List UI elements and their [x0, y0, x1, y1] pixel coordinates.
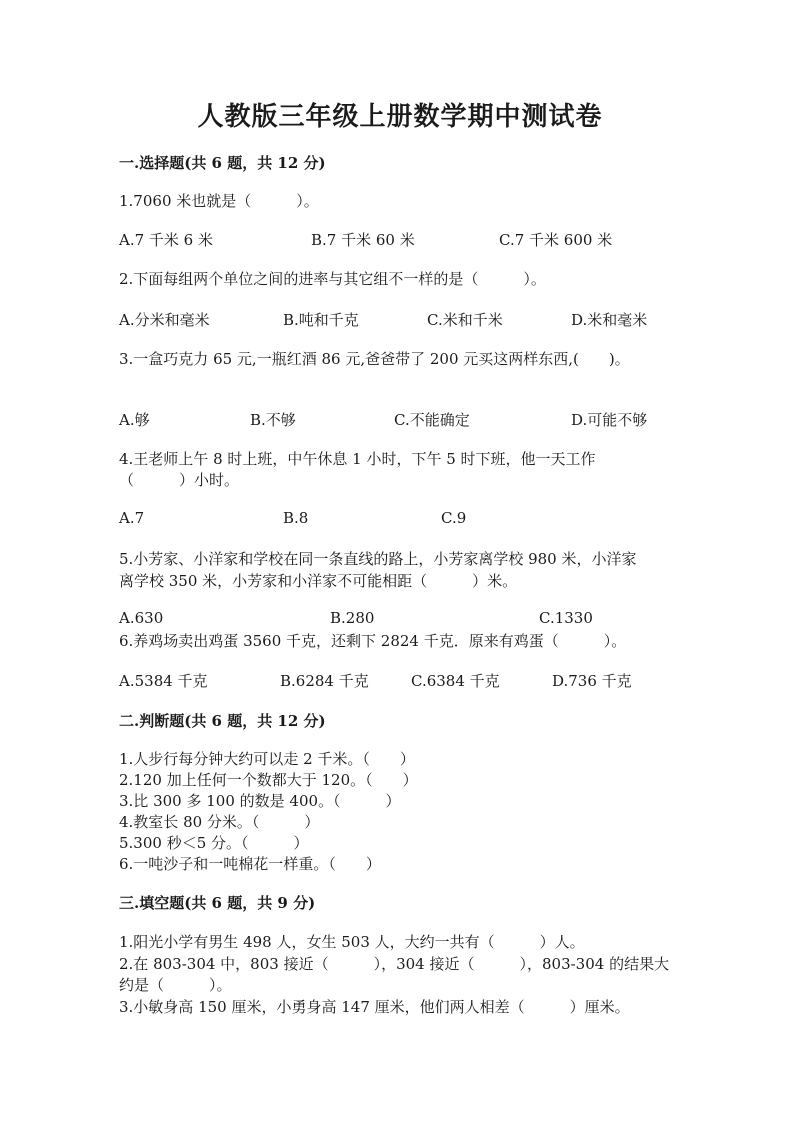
fill-in-item: 1.阳光小学有男生 498 人，女生 503 人，大约一共有（ ）人。: [119, 933, 585, 951]
question-5-line-2: 离学校 350 米，小芳家和小洋家不可能相距（ ）米。: [119, 572, 518, 590]
option-a: A.5384 千克: [119, 672, 208, 690]
option-c: C.9: [441, 509, 467, 527]
option-b: B.吨和千克: [283, 311, 359, 329]
judgment-item: 6.一吨沙子和一吨棉花一样重。（ ）: [119, 855, 381, 873]
question-2: 2.下面每组两个单位之间的进率与其它组不一样的是（ ）。: [119, 270, 546, 288]
question-4-line-1: 4.王老师上午 8 时上班，中午休息 1 小时，下午 5 时下班，他一天工作: [119, 450, 596, 468]
section-heading-fill-in: 三.填空题(共 6 题，共 9 分): [119, 894, 316, 912]
option-d: D.736 千克: [552, 672, 632, 690]
option-c: C.1330: [539, 609, 593, 627]
section-heading-choice: 一.选择题(共 6 题，共 12 分): [119, 154, 326, 172]
option-a: A.分米和毫米: [119, 311, 210, 329]
page-title: 人教版三年级上册数学期中测试卷: [197, 102, 603, 132]
question-4-line-2: （ ）小时。: [119, 471, 240, 489]
question-6: 6.养鸡场卖出鸡蛋 3560 千克，还剩下 2824 千克．原来有鸡蛋（ ）。: [119, 632, 627, 650]
option-b: B.6284 千克: [280, 672, 369, 690]
judgment-item: 3.比 300 多 100 的数是 400。（ ）: [119, 792, 401, 810]
judgment-item: 1.人步行每分钟大约可以走 2 千米。（ ）: [119, 750, 415, 768]
option-a: A.够: [119, 411, 150, 429]
judgment-item: 5.300 秒＜5 分。（ ）: [119, 834, 309, 852]
fill-in-item: 2.在 803-304 中，803 接近（ ），304 接近（ ），803-304 的结果大: [119, 955, 670, 973]
question-1: 1.7060 米也就是（ ）。: [119, 192, 319, 210]
option-b: B.280: [330, 609, 375, 627]
section-heading-judgment: 二.判断题(共 6 题，共 12 分): [119, 712, 326, 730]
option-d: D.可能不够: [571, 411, 648, 429]
option-b: B.7 千米 60 米: [311, 231, 415, 249]
option-b: B.8: [283, 509, 309, 527]
judgment-item: 4.教室长 80 分米。（ ）: [119, 813, 320, 831]
option-a: A.7: [119, 509, 145, 527]
question-5-line-1: 5.小芳家、小洋家和学校在同一条直线的路上，小芳家离学校 980 米，小洋家: [119, 550, 637, 568]
option-a: A.630: [119, 609, 164, 627]
option-c: C.7 千米 600 米: [499, 231, 613, 249]
option-c: C.6384 千克: [411, 672, 500, 690]
option-c: C.不能确定: [394, 411, 470, 429]
option-b: B.不够: [250, 411, 296, 429]
question-3: 3.一盒巧克力 65 元,一瓶红酒 86 元,爸爸带了 200 元买这两样东西,( )。: [119, 350, 630, 368]
option-d: D.米和毫米: [571, 311, 648, 329]
option-c: C.米和千米: [427, 311, 503, 329]
option-a: A.7 千米 6 米: [119, 231, 213, 249]
judgment-item: 2.120 加上任何一个数都大于 120。（ ）: [119, 771, 418, 789]
fill-in-item: 3.小敏身高 150 厘米，小勇身高 147 厘米，他们两人相差（ ）厘米。: [119, 998, 630, 1016]
fill-in-item: 约是（ ）。: [119, 976, 232, 994]
